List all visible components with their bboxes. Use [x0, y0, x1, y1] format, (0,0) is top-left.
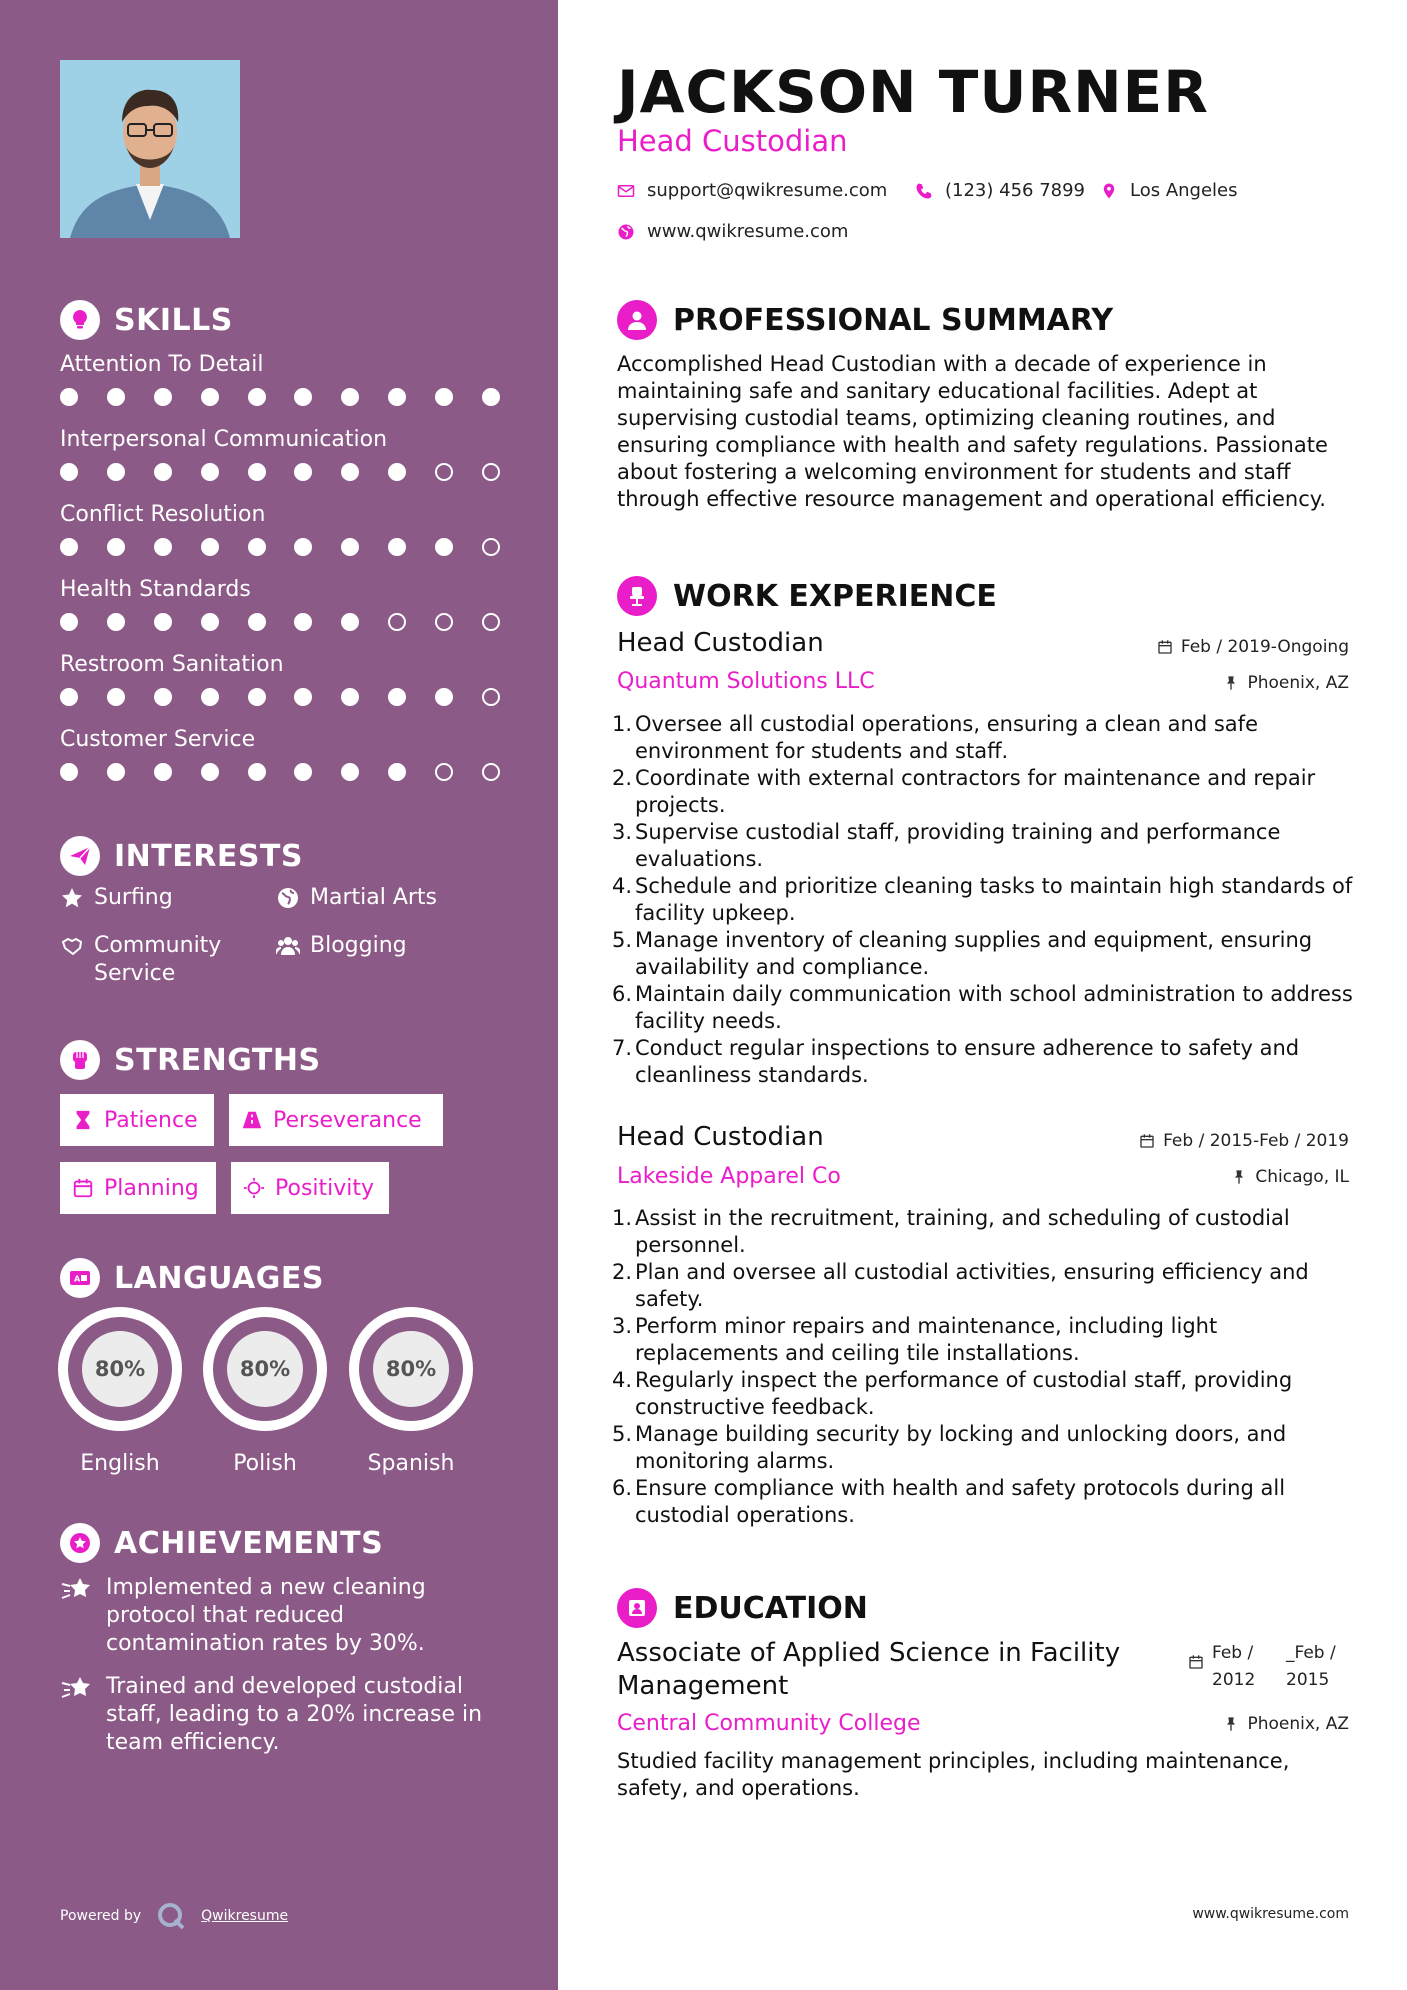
- education-school: Central Community College: [617, 1711, 921, 1736]
- paper-plane-icon: [60, 836, 100, 876]
- job-title: Head Custodian: [617, 1122, 824, 1152]
- rating-dot-filled: [248, 613, 266, 631]
- education-location: [1223, 1714, 1349, 1734]
- skill-item: [60, 725, 500, 781]
- rating-dot-filled: [341, 613, 359, 631]
- strength-badge: [60, 1094, 214, 1146]
- duty-number: 1.: [612, 712, 633, 736]
- interests-heading-text: INTERESTS: [114, 838, 303, 874]
- duty-text: Plan and oversee all custodial activities, ensuring efficiency and safety.: [635, 1260, 1309, 1311]
- education-description: Studied facility management principles, including maintenance, safety, and operations.: [617, 1749, 1290, 1800]
- education-location-text: Phoenix, AZ: [1247, 1714, 1349, 1734]
- duty-text: Manage building security by locking and unlocking doors, and monitoring alarms.: [635, 1422, 1287, 1473]
- skill-name: Attention To Detail: [60, 352, 264, 377]
- rating-dot-filled: [154, 688, 172, 706]
- skills-heading: [60, 300, 233, 340]
- powered-by: [60, 1900, 288, 1932]
- job-title: Head Custodian: [617, 628, 824, 658]
- rating-dot-filled: [154, 613, 172, 631]
- contact-website[interactable]: [617, 221, 848, 242]
- job-company: Lakeside Apparel Co: [617, 1164, 841, 1189]
- skill-name: Interpersonal Communication: [60, 427, 388, 452]
- duty-item: [612, 1313, 1357, 1367]
- duty-number: 2.: [612, 1260, 633, 1284]
- rating-dot-empty: [435, 763, 453, 781]
- education-end-year: 2015: [1286, 1670, 1330, 1690]
- skill-item: [60, 425, 500, 481]
- road-icon: [241, 1109, 263, 1131]
- duty-text: Oversee all custodial operations, ensuring a clean and safe environment for students and staff.: [635, 712, 1258, 763]
- office-chair-icon: [617, 576, 657, 616]
- candidate-name: JACKSON TURNER: [617, 58, 1209, 126]
- language-percent: 80%: [82, 1331, 158, 1407]
- rating-dot-filled: [201, 688, 219, 706]
- achievement-item: [60, 1673, 500, 1757]
- duty-text: Manage inventory of cleaning supplies and equipment, ensuring availability and compliance.: [635, 928, 1313, 979]
- education-degree: Associate of Applied Science in Facility Management: [617, 1638, 1121, 1701]
- phone-icon: [915, 182, 933, 200]
- map-pin-icon: [1100, 182, 1118, 200]
- interest-label: Martial Arts: [310, 885, 438, 910]
- calendar-icon: [1157, 639, 1173, 655]
- rating-dot-filled: [388, 688, 406, 706]
- skill-rating: [60, 388, 500, 406]
- summary-text: Accomplished Head Custodian with a decade of experience in maintaining safe and sanitary educational facilities. Adept at supervising custodial teams, optimizing cleaning routines, and ensuring compliance with health and safety regulations. Passionate about fostering a welcoming environment for students and staff through effective resource management and operational efficiency.: [617, 352, 1328, 511]
- rating-dot-filled: [60, 388, 78, 406]
- languages-heading: [60, 1258, 324, 1298]
- strength-badge: [60, 1162, 216, 1214]
- contact-phone[interactable]: [915, 180, 1085, 201]
- rating-dot-filled: [388, 763, 406, 781]
- duty-item: [612, 1205, 1357, 1259]
- language-percent: 80%: [373, 1331, 449, 1407]
- globe-icon: [276, 886, 300, 910]
- duty-number: 2.: [612, 766, 633, 790]
- summary-heading: [617, 300, 1113, 340]
- rating-dot-filled: [248, 388, 266, 406]
- languages-heading-text: LANGUAGES: [114, 1260, 324, 1296]
- rating-dot-filled: [201, 388, 219, 406]
- achievement-text: Trained and developed custodial staff, leading to a 20% increase in team efficiency.: [106, 1674, 483, 1755]
- skill-rating: [60, 688, 500, 706]
- rating-dot-filled: [60, 688, 78, 706]
- email-text: support@qwikresume.com: [647, 180, 888, 201]
- duty-text: Ensure compliance with health and safety protocols during all custodial operations.: [635, 1476, 1286, 1527]
- globe-icon: [617, 223, 635, 241]
- education-heading: [617, 1588, 868, 1628]
- contact-location: [1100, 180, 1238, 201]
- language-progress-ring: [58, 1307, 182, 1431]
- rating-dot-filled: [154, 538, 172, 556]
- duty-item: [612, 1421, 1357, 1475]
- location-text: Los Angeles: [1130, 180, 1238, 201]
- interest-item: [60, 884, 260, 912]
- interest-item: [276, 884, 496, 912]
- rating-dot-filled: [201, 538, 219, 556]
- rating-dot-filled: [388, 388, 406, 406]
- language-item: [203, 1307, 327, 1476]
- strength-label: Perseverance: [273, 1107, 422, 1133]
- rating-dot-empty: [435, 463, 453, 481]
- calendar-icon: [1188, 1654, 1204, 1670]
- duty-item: [612, 711, 1357, 765]
- rating-dot-filled: [294, 688, 312, 706]
- website-text: www.qwikresume.com: [647, 221, 849, 242]
- rating-dot-filled: [341, 463, 359, 481]
- duty-number: 4.: [612, 1368, 633, 1392]
- rating-dot-filled: [107, 613, 125, 631]
- candidate-title: Head Custodian: [617, 124, 848, 158]
- user-icon: [617, 300, 657, 340]
- duty-item: [612, 819, 1357, 873]
- skill-name: Conflict Resolution: [60, 502, 266, 527]
- duty-text: Coordinate with external contractors for maintenance and repair projects.: [635, 766, 1316, 817]
- experience-heading-text: WORK EXPERIENCE: [673, 578, 997, 614]
- rating-dot-filled: [435, 688, 453, 706]
- skill-name: Health Standards: [60, 577, 251, 602]
- duty-item: [612, 873, 1357, 927]
- duty-text: Perform minor repairs and maintenance, including light replacements and ceiling tile installations.: [635, 1314, 1218, 1365]
- language-item: [58, 1307, 182, 1476]
- interest-label: Surfing: [94, 885, 173, 910]
- duty-text: Conduct regular inspections to ensure adherence to safety and cleanliness standards.: [635, 1036, 1300, 1087]
- duty-number: 6.: [612, 982, 633, 1006]
- rating-dot-filled: [294, 388, 312, 406]
- duty-text: Supervise custodial staff, providing training and performance evaluations.: [635, 820, 1281, 871]
- skill-rating: [60, 538, 500, 556]
- sidebar: [0, 0, 558, 1990]
- education-end: [1286, 1640, 1336, 1694]
- rating-dot-filled: [154, 763, 172, 781]
- rating-dot-filled: [294, 763, 312, 781]
- rating-dot-filled: [341, 388, 359, 406]
- rating-dot-filled: [294, 463, 312, 481]
- skill-item: [60, 650, 500, 706]
- job-dates: [1139, 1131, 1349, 1151]
- rating-dot-filled: [60, 613, 78, 631]
- interests-heading: [60, 836, 303, 876]
- language-progress-ring: [349, 1307, 473, 1431]
- duty-item: [612, 765, 1357, 819]
- duty-text: Maintain daily communication with school administration to address facility needs.: [635, 982, 1353, 1033]
- calendar-icon: [1139, 1133, 1155, 1149]
- rating-dot-filled: [341, 538, 359, 556]
- job-location: [1231, 1167, 1349, 1187]
- language-card-icon: [60, 1258, 100, 1298]
- rating-dot-filled: [294, 538, 312, 556]
- handshake-icon: [60, 934, 84, 958]
- footer-url[interactable]: www.qwikresume.com: [1192, 1906, 1349, 1922]
- skill-item: [60, 575, 500, 631]
- calendar-icon: [72, 1177, 94, 1199]
- pushpin-icon: [1223, 675, 1239, 691]
- rating-dot-filled: [435, 538, 453, 556]
- job-dates-text: Feb / 2019-Ongoing: [1180, 637, 1349, 657]
- graduate-icon: [617, 1588, 657, 1628]
- rating-dot-filled: [201, 463, 219, 481]
- language-name: Spanish: [367, 1451, 455, 1476]
- strength-label: Planning: [104, 1175, 199, 1201]
- interest-item: [276, 932, 496, 960]
- duty-item: [612, 1367, 1357, 1421]
- duty-item: [612, 1035, 1357, 1089]
- qwikresume-link[interactable]: Qwikresume: [201, 1908, 289, 1924]
- pushpin-icon: [1231, 1169, 1247, 1185]
- rating-dot-filled: [341, 688, 359, 706]
- duty-item: [612, 981, 1357, 1035]
- rating-dot-filled: [248, 463, 266, 481]
- language-progress-ring: [203, 1307, 327, 1431]
- rating-dot-filled: [435, 388, 453, 406]
- job-location-text: Chicago, IL: [1255, 1167, 1349, 1187]
- strength-badge: [231, 1162, 389, 1214]
- achievements-heading-text: ACHIEVEMENTS: [114, 1525, 384, 1561]
- shooting-star-icon: [60, 1673, 94, 1703]
- language-item: [349, 1307, 473, 1476]
- rating-dot-empty: [482, 538, 500, 556]
- strengths-heading: [60, 1040, 321, 1080]
- job-duties: [612, 711, 1357, 1089]
- rating-dot-filled: [388, 463, 406, 481]
- education-start: [1212, 1640, 1278, 1694]
- education-start-month: Feb /: [1212, 1643, 1254, 1663]
- duty-number: 5.: [612, 928, 633, 952]
- rating-dot-filled: [60, 538, 78, 556]
- rating-dot-empty: [482, 463, 500, 481]
- sun-icon: [243, 1177, 265, 1199]
- strength-badge: [229, 1094, 443, 1146]
- rating-dot-filled: [107, 463, 125, 481]
- rating-dot-filled: [248, 763, 266, 781]
- skill-item: [60, 500, 500, 556]
- education-start-year: 2012: [1212, 1670, 1256, 1690]
- duty-item: [612, 927, 1357, 981]
- profile-photo: [60, 60, 240, 238]
- experience-heading: [617, 576, 997, 616]
- contact-email[interactable]: [617, 180, 887, 201]
- rating-dot-filled: [154, 463, 172, 481]
- duty-number: 4.: [612, 874, 633, 898]
- interest-label: Community Service: [94, 933, 222, 986]
- rating-dot-filled: [60, 463, 78, 481]
- rating-dot-filled: [294, 613, 312, 631]
- rating-dot-filled: [107, 688, 125, 706]
- duty-number: 3.: [612, 820, 633, 844]
- rating-dot-filled: [60, 763, 78, 781]
- job-dates-text: Feb / 2015-Feb / 2019: [1163, 1131, 1349, 1151]
- pushpin-icon: [1223, 1716, 1239, 1732]
- rating-dot-filled: [482, 388, 500, 406]
- education-dates: [1188, 1640, 1336, 1694]
- skill-name: Restroom Sanitation: [60, 652, 284, 677]
- education-heading-text: EDUCATION: [673, 1590, 868, 1626]
- rating-dot-empty: [388, 613, 406, 631]
- rating-dot-filled: [201, 763, 219, 781]
- duty-text: Regularly inspect the performance of custodial staff, providing constructive feedback.: [635, 1368, 1293, 1419]
- skill-name: Customer Service: [60, 727, 256, 752]
- rating-dot-filled: [107, 763, 125, 781]
- duty-number: 5.: [612, 1422, 633, 1446]
- users-icon: [276, 934, 300, 958]
- rating-dot-empty: [482, 613, 500, 631]
- fist-icon: [60, 1040, 100, 1080]
- rating-dot-filled: [248, 538, 266, 556]
- svg-text:A: A: [74, 1274, 81, 1284]
- rating-dot-filled: [107, 388, 125, 406]
- phone-text: (123) 456 7899: [945, 180, 1086, 201]
- award-star-icon: [60, 1523, 100, 1563]
- rating-dot-empty: [482, 688, 500, 706]
- job-location-text: Phoenix, AZ: [1247, 673, 1349, 693]
- star-icon: [60, 886, 84, 910]
- education-end-month: _Feb /: [1286, 1643, 1336, 1663]
- qwikresume-logo-icon: [155, 1900, 187, 1932]
- rating-dot-empty: [435, 613, 453, 631]
- rating-dot-empty: [482, 763, 500, 781]
- duty-number: 6.: [612, 1476, 633, 1500]
- interest-item: [60, 932, 260, 988]
- skill-rating: [60, 613, 500, 631]
- duty-item: [612, 1259, 1357, 1313]
- achievement-item: [60, 1574, 500, 1658]
- summary-heading-text: PROFESSIONAL SUMMARY: [673, 302, 1114, 338]
- rating-dot-filled: [341, 763, 359, 781]
- duty-number: 1.: [612, 1206, 633, 1230]
- job-location: [1223, 673, 1349, 693]
- achievements-heading: [60, 1523, 383, 1563]
- language-name: Polish: [233, 1451, 297, 1476]
- skill-item: [60, 350, 500, 406]
- duty-item: [612, 1475, 1357, 1529]
- language-name: English: [80, 1451, 160, 1476]
- interest-label: Blogging: [310, 933, 407, 958]
- strength-label: Positivity: [275, 1175, 375, 1201]
- shooting-star-icon: [60, 1574, 94, 1604]
- job-duties: [612, 1205, 1357, 1529]
- skills-heading-text: SKILLS: [114, 302, 233, 338]
- duty-text: Assist in the recruitment, training, and scheduling of custodial personnel.: [635, 1206, 1290, 1257]
- achievement-text: Implemented a new cleaning protocol that reduced contamination rates by 30%.: [106, 1575, 426, 1656]
- strength-label: Patience: [104, 1107, 198, 1133]
- rating-dot-filled: [388, 538, 406, 556]
- duty-text: Schedule and prioritize cleaning tasks to maintain high standards of facility upkeep.: [635, 874, 1353, 925]
- skill-rating: [60, 763, 500, 781]
- rating-dot-filled: [107, 538, 125, 556]
- rating-dot-filled: [154, 388, 172, 406]
- job-dates: [1157, 637, 1349, 657]
- rating-dot-filled: [201, 613, 219, 631]
- job-company: Quantum Solutions LLC: [617, 669, 875, 694]
- duty-number: 7.: [612, 1036, 633, 1060]
- envelope-icon: [617, 182, 635, 200]
- rating-dot-filled: [248, 688, 266, 706]
- lightbulb-icon: [60, 300, 100, 340]
- powered-by-text: Powered by: [60, 1908, 142, 1924]
- duty-number: 3.: [612, 1314, 633, 1338]
- hourglass-icon: [72, 1109, 94, 1131]
- skill-rating: [60, 463, 500, 481]
- strengths-heading-text: STRENGTHS: [114, 1042, 321, 1078]
- language-percent: 80%: [227, 1331, 303, 1407]
